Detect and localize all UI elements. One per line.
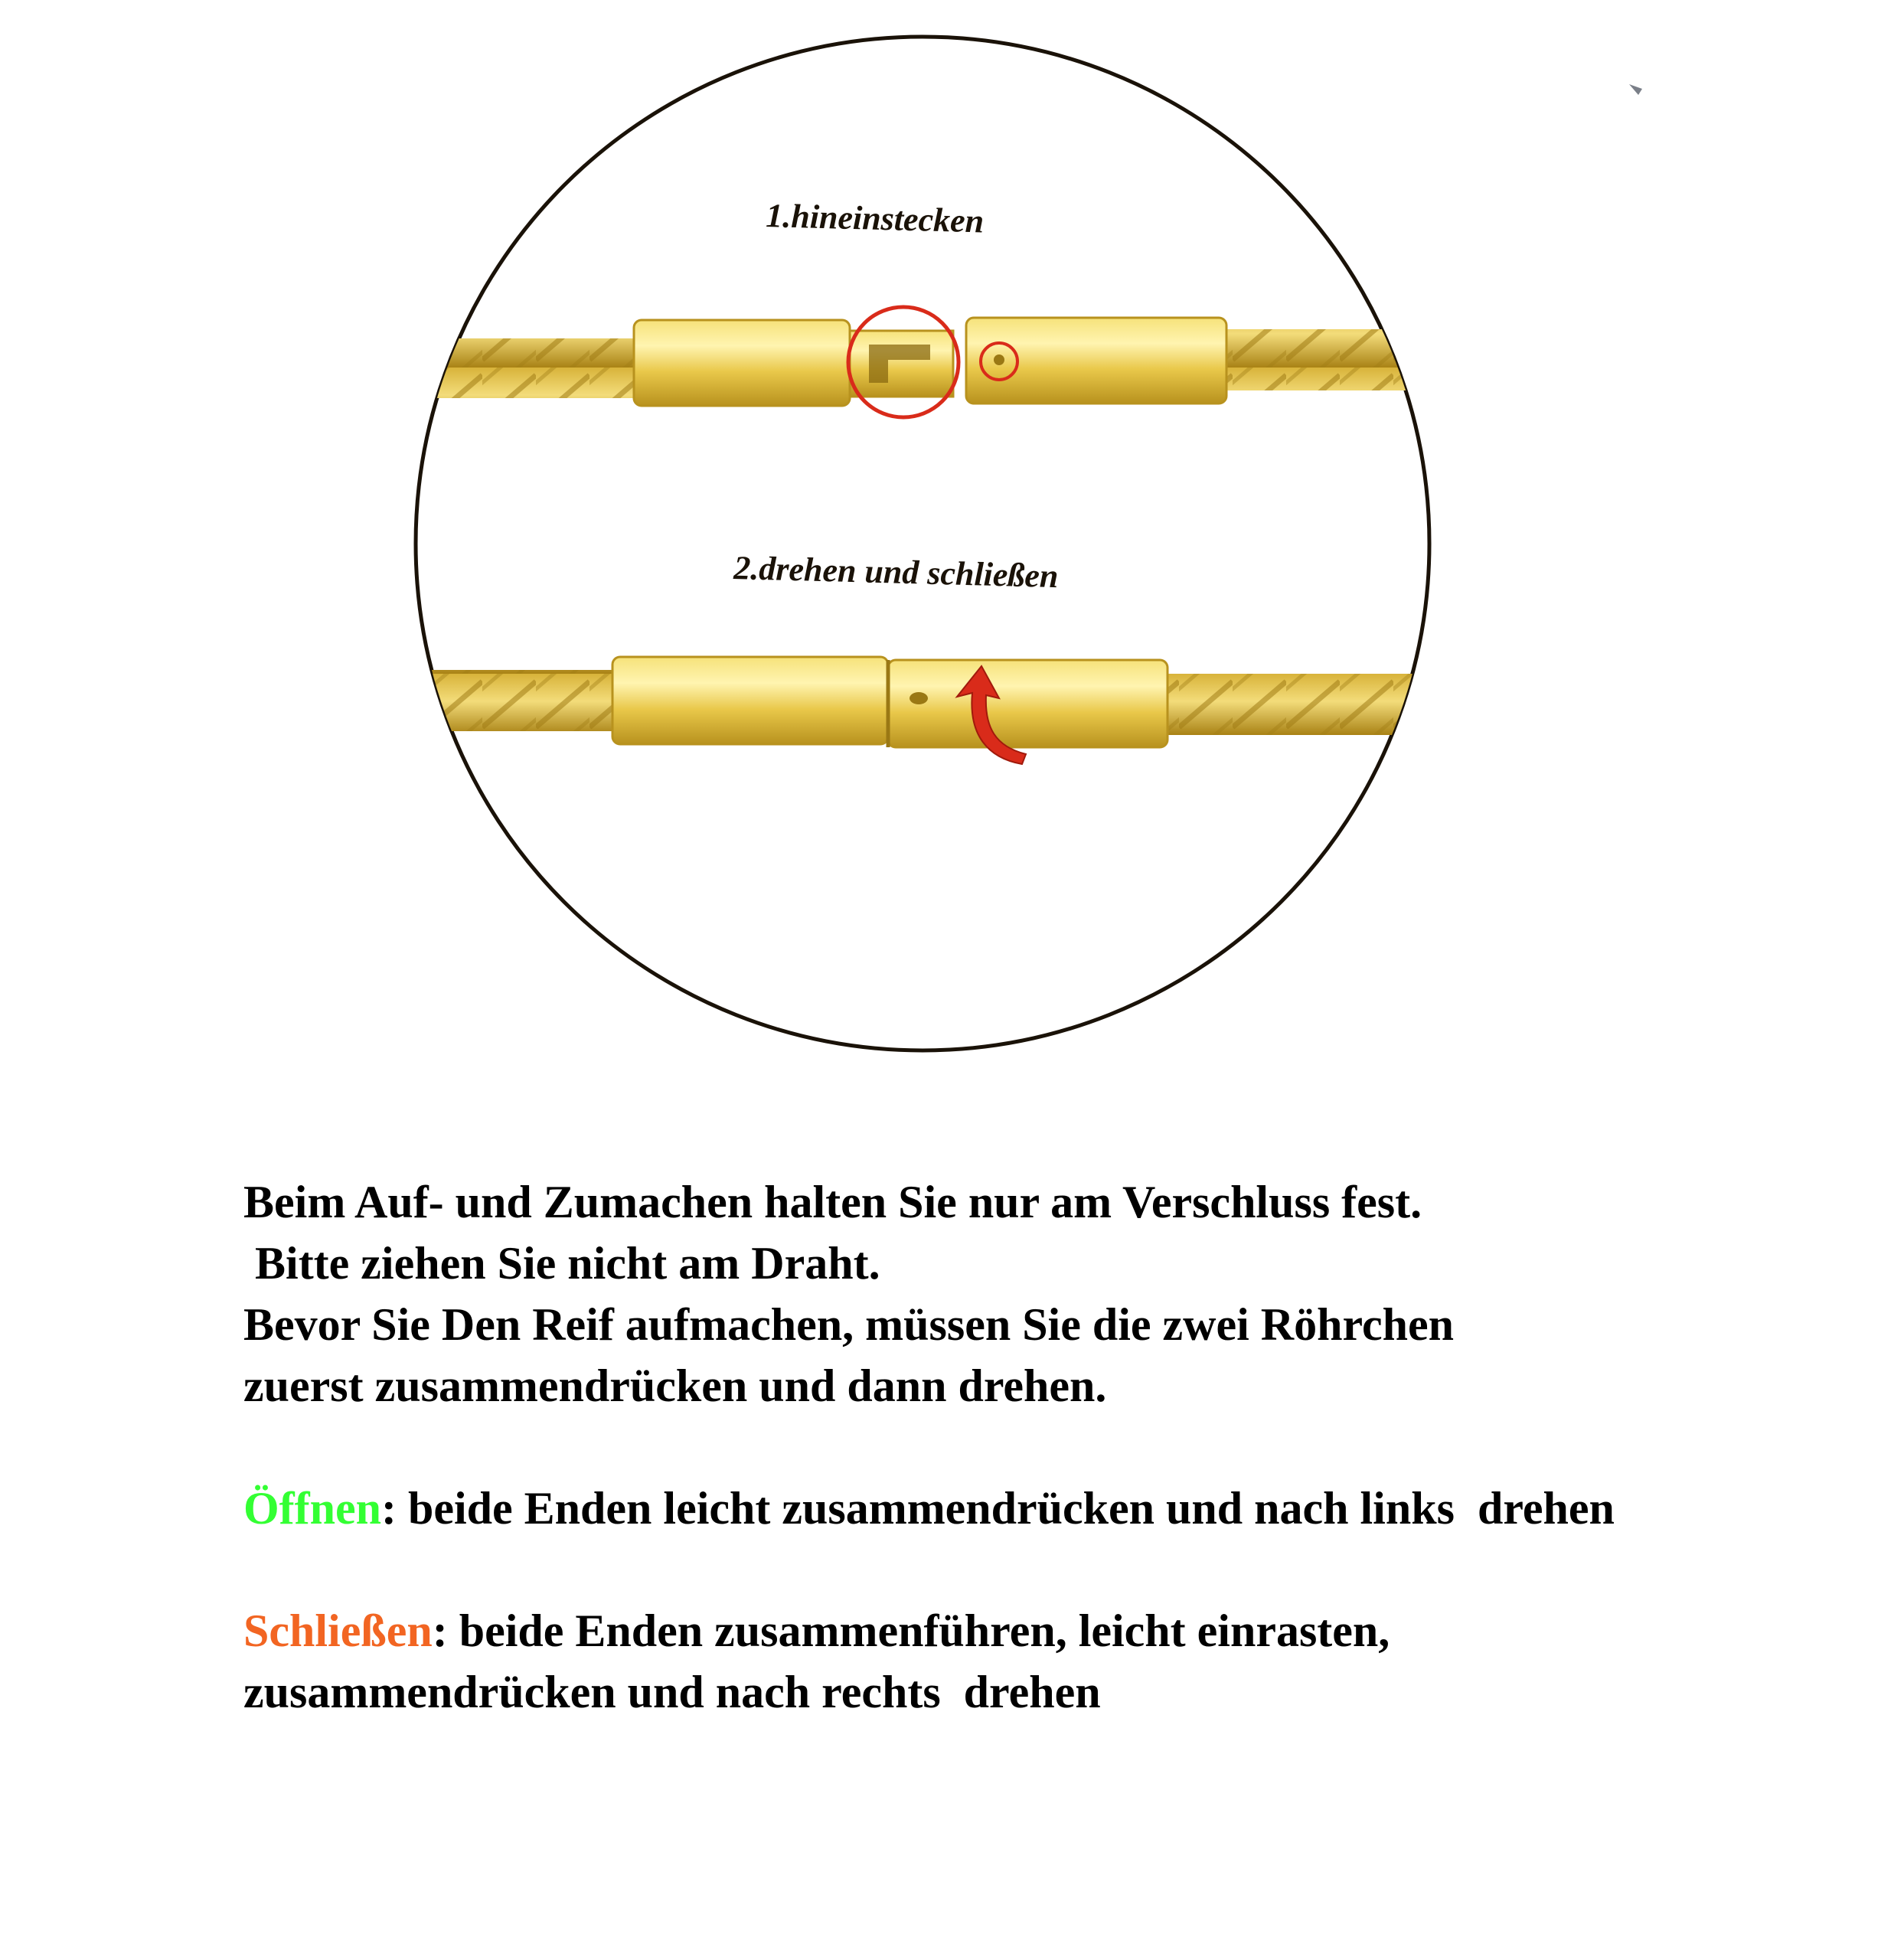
- instructions-text: [243, 1171, 1851, 1723]
- pin-dot-closed: [910, 692, 928, 704]
- wire-left-closed: [413, 670, 620, 731]
- close-label: Schließen: [243, 1606, 433, 1656]
- open-instruction: [243, 1478, 1851, 1539]
- close-instruction: [243, 1600, 1851, 1661]
- instruction-line-1: Beim Auf- und Zumachen halten Sie nur am Verschluss fest.: [243, 1177, 1422, 1227]
- corner-mark: [1629, 84, 1642, 95]
- step2-label: 2.drehen und schließen: [733, 549, 1060, 596]
- wire-right: [1225, 329, 1455, 390]
- close-instruction-cont: zusammendrücken und nach rechts drehen: [243, 1667, 1101, 1717]
- tube-left: [634, 320, 850, 406]
- open-text: : beide Enden leicht zusammendrücken und nach links drehen: [381, 1483, 1615, 1534]
- tube-right: [966, 318, 1226, 403]
- pin-dot: [994, 354, 1004, 365]
- open-label: Öffnen: [243, 1483, 381, 1534]
- hook-end: [850, 331, 953, 397]
- tube-right-closed: [888, 660, 1168, 747]
- instruction-line-2: Bitte ziehen Sie nicht am Draht.: [243, 1238, 880, 1289]
- tube-left-closed: [612, 657, 888, 744]
- instruction-line-4: zuerst zusammendrücken und dann drehen.: [243, 1361, 1107, 1411]
- step1-label: 1.hineinstecken: [765, 197, 985, 240]
- detail-circle: [416, 37, 1429, 1050]
- instruction-line-3: Bevor Sie Den Reif aufmachen, müssen Sie die zwei Röhrchen: [243, 1299, 1455, 1350]
- wire-left: [413, 338, 643, 398]
- close-text-1: : beide Enden zusammenführen, leicht einrasten,: [432, 1606, 1390, 1656]
